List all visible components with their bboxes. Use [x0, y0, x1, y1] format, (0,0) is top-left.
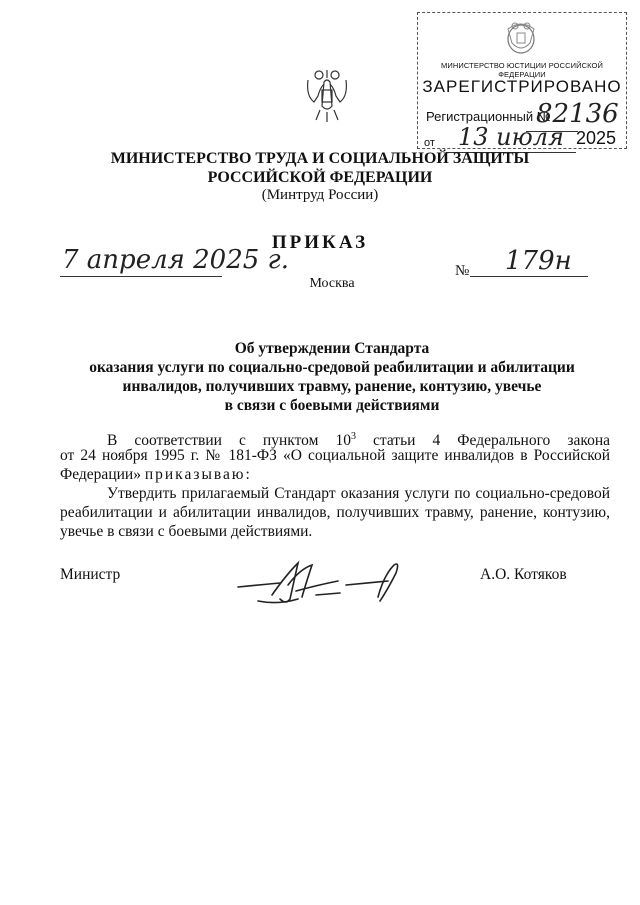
- stamp-registered-label: ЗАРЕГИСТРИРОВАНО: [422, 77, 622, 96]
- ministry-name-line2: РОССИЙСКОЙ ФЕДЕРАЦИИ: [207, 169, 433, 186]
- ministry-short-name: (Минтруд России): [261, 187, 379, 203]
- stamp-ministry-name: МИНИСТЕРСТВО ЮСТИЦИИ РОССИЙСКОЙ ФЕДЕРАЦИИ: [441, 61, 603, 79]
- paragraph-1-line-3: Федерации» приказываю:: [60, 466, 252, 483]
- stamp-date-prefix: от: [424, 137, 435, 149]
- stamp-reg-number-label: Регистрационный №: [426, 109, 551, 124]
- ministry-name-line1: МИНИСТЕРСТВО ТРУДА И СОЦИАЛЬНОЙ ЗАЩИТЫ: [110, 150, 530, 167]
- document-type: ПРИКАЗ: [271, 232, 369, 253]
- signatory-position: Министр: [60, 566, 121, 583]
- signatory-name: А.О. Котяков: [480, 566, 567, 583]
- stamp-date: 13 июля: [458, 123, 564, 151]
- paragraph-1-line-1: В соответствии с пунктом $10^3$ статьи 4 Федерального закона: [107, 431, 610, 450]
- paragraph-2-line-2: реабилитации и абилитации инвалидов, получивших травму, ранение, контузию,: [60, 504, 610, 521]
- title-line-4: в связи с боевыми действиями: [224, 397, 440, 414]
- coat-of-arms-icon: [304, 66, 350, 126]
- paragraph-2-line-3: увечье в связи с боевыми действиями.: [60, 523, 313, 540]
- order-number-label: №: [455, 263, 470, 279]
- title-line-1: Об утверждении Стандарта: [234, 340, 430, 357]
- paragraph-1-line-2: от 24 ноября 1995 г. № 181-ФЗ «О социальной защите инвалидов в Российской: [60, 447, 610, 464]
- order-verb: приказываю:: [144, 466, 252, 483]
- registration-stamp: [417, 12, 627, 149]
- paragraph-2-line-1: Утвердить прилагаемый Стандарт оказания услуги по социально-средовой: [107, 485, 610, 502]
- order-number: 179н: [505, 246, 572, 276]
- handwritten-signature: [228, 555, 418, 610]
- order-date: 7 апреля 2025 г.: [62, 245, 289, 275]
- title-line-3: инвалидов, получивших травму, ранение, контузию, увечье: [122, 378, 542, 395]
- stamp-reg-number: 82136: [536, 99, 619, 129]
- stamp-year: 2025: [576, 128, 617, 148]
- city: Москва: [309, 276, 355, 291]
- title-line-2: оказания услуги по социально-средовой реабилитации и абилитации: [89, 359, 575, 376]
- stamp-emblem-icon: [500, 17, 542, 57]
